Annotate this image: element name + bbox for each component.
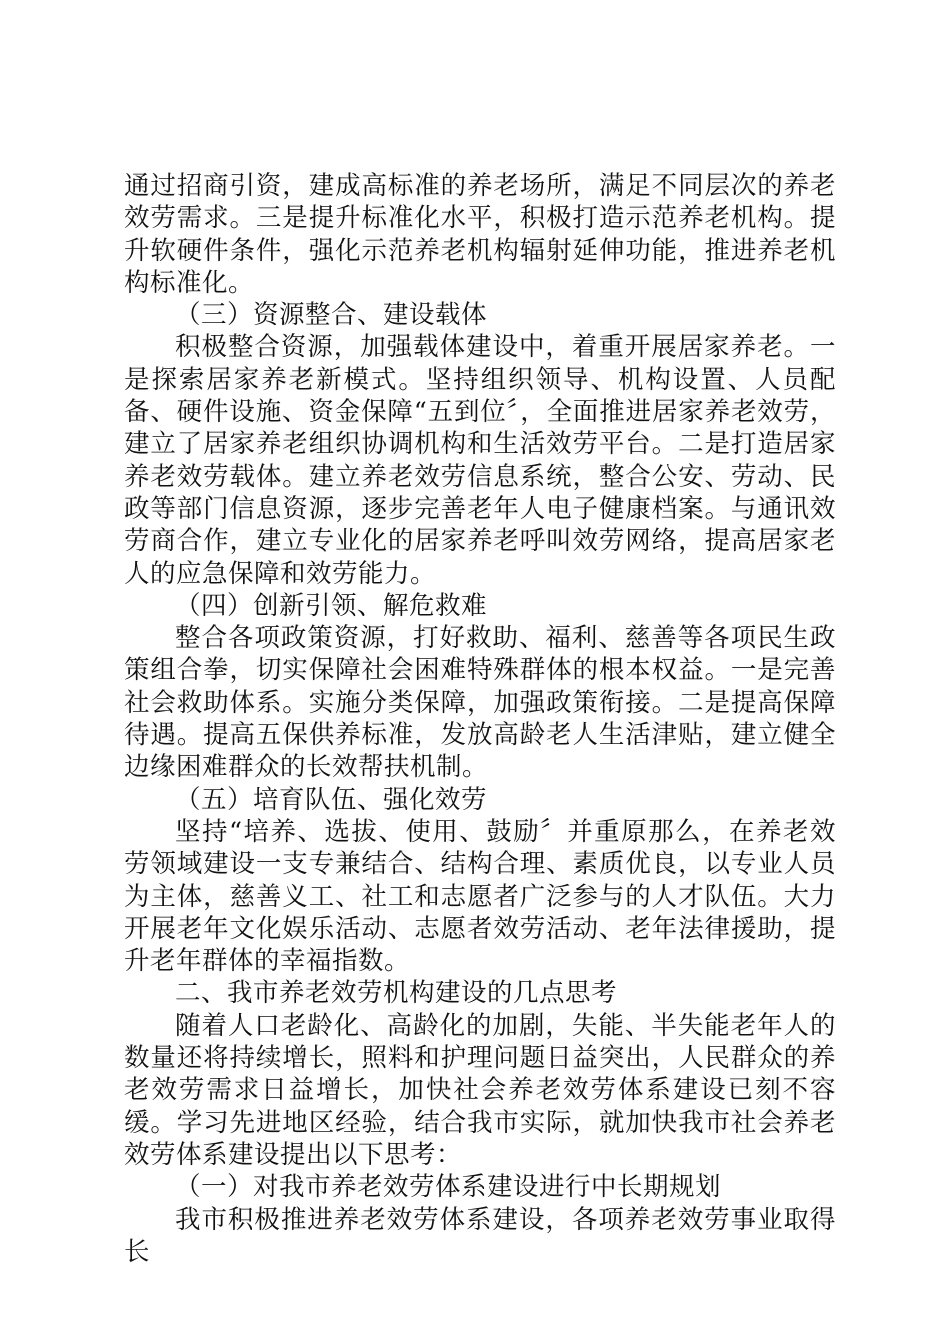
paragraph-home-care: 积极整合资源，加强载体建设中，着重开展居家养老。一是探索居家养老新模式。坚持组织领导、机构设置、人员配备、硬件设施、资金保障“五到位〞，全面推进居家养老效劳，建立了居家养老组织协调机构和生活效劳平台。二是打造居家养老效劳载体。建立养老效劳信息系统，整合公安、劳动、民政等部门信息资源，逐步完善老年人电子健康档案。与通讯效劳商合作，建立专业化的居家养老呼叫效劳网络，提高居家老人的应急保障和效劳能力。 (124, 332, 836, 589)
section-heading-4: （四）创新引领、解危救难 (175, 590, 488, 621)
document-body (124, 170, 836, 1268)
subsection-heading-1: （一）对我市养老效劳体系建设进行中长期规划 (175, 1172, 722, 1203)
paragraph-team-building: 坚持“培养、选拔、使用、鼓励〞并重原那么，在养老效劳领域建设一支专兼结合、结构合理、素质优良，以专业人员为主体，慈善义工、社工和志愿者广泛参与的人才队伍。大力开展老年文化娱乐活动、志愿者效劳活动、老年法律援助，提升老年群体的幸福指数。 (124, 816, 836, 977)
section-heading-5: （五）培育队伍、强化效劳 (175, 784, 488, 815)
paragraph-continuation: 通过招商引资，建成高标准的养老场所，满足不同层次的养老效劳需求。三是提升标准化水平，积极打造示范养老机构。提升软硬件条件，强化示范养老机构辐射延伸功能，推进养老机构标准化。 (124, 171, 836, 298)
paragraph-planning-start: 我市积极推进养老效劳体系建设，各项养老效劳事业取得长 (124, 1204, 836, 1267)
chapter-heading-2: 二、我市养老效劳机构建设的几点思考 (175, 978, 618, 1009)
section-heading-3: （三）资源整合、建设载体 (175, 300, 488, 331)
paragraph-aging-thoughts: 随着人口老龄化、高龄化的加剧，失能、半失能老年人的数量还将持续增长，照料和护理问题日益突出，人民群众的养老效劳需求日益增长，加快社会养老效劳体系建设已刻不容缓。学习先进地区经验，结合我市实际，就加快我市社会养老效劳体系建设提出以下思考： (124, 1010, 836, 1170)
paragraph-policy-relief: 整合各项政策资源，打好救助、福利、慈善等各项民生政策组合拳，切实保障社会困难特殊群体的根本权益。一是完善社会救助体系。实施分类保障，加强政策衔接。二是提高保障待遇。提高五保供养标准，发放高龄老人生活津贴，建立健全边缘困难群众的长效帮扶机制。 (124, 623, 836, 783)
